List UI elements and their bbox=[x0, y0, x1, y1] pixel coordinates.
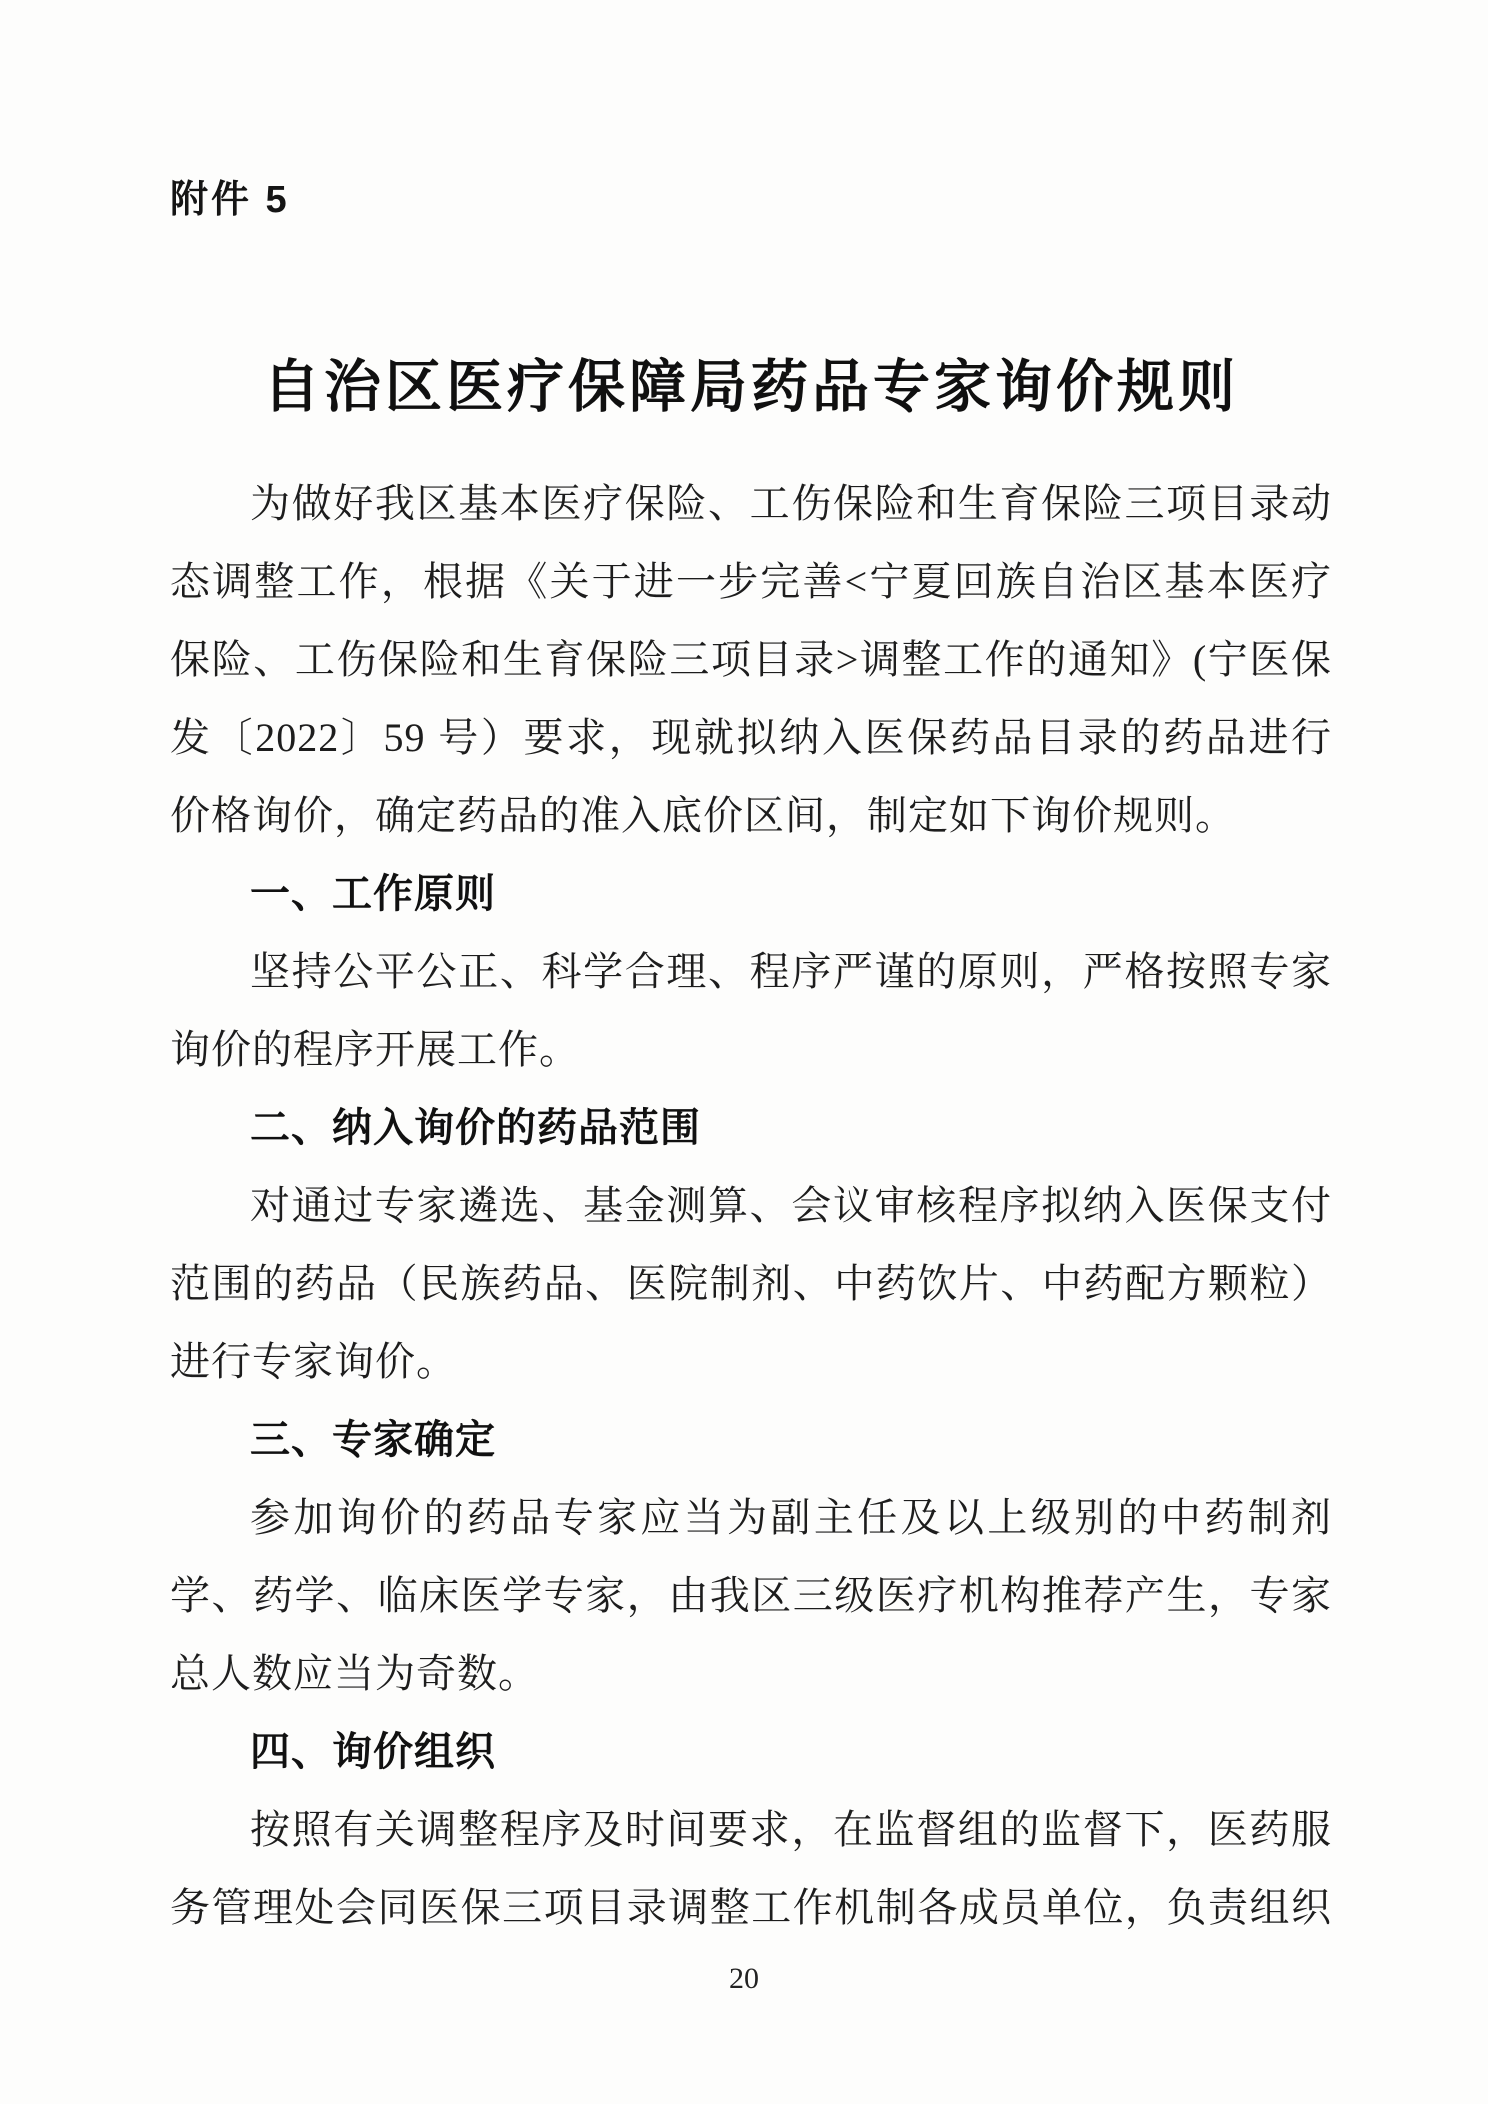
text-line: 价格询价，确定药品的准入底价区间，制定如下询价规则。 bbox=[170, 793, 1236, 838]
document-body bbox=[170, 465, 1332, 1947]
text-line: 态调整工作，根据《关于进一步完善<宁夏回族自治区基本医疗 bbox=[170, 559, 1332, 604]
text-line: 总人数应当为奇数。 bbox=[170, 1651, 539, 1696]
text-line: 进行专家询价。 bbox=[170, 1339, 457, 1384]
text-line: 保险、工伤保险和生育保险三项目录>调整工作的通知》(宁医保 bbox=[170, 637, 1332, 682]
text-line: 对通过专家遴选、基金测算、会议审核程序拟纳入医保支付 bbox=[250, 1183, 1332, 1228]
text-line: 参加询价的药品专家应当为副主任及以上级别的中药制剂 bbox=[250, 1495, 1332, 1540]
text-line: 务管理处会同医保三项目录调整工作机制各成员单位，负责组织 bbox=[170, 1885, 1332, 1930]
page-title: 自治区医疗保障局药品专家询价规则 bbox=[263, 356, 1239, 419]
text-line: 按照有关调整程序及时间要求，在监督组的监督下，医药服 bbox=[250, 1807, 1332, 1852]
section-heading: 四、询价组织 bbox=[250, 1730, 496, 1774]
text-line: 为做好我区基本医疗保险、工伤保险和生育保险三项目录动 bbox=[250, 481, 1332, 526]
text-line: 询价的程序开展工作。 bbox=[170, 1027, 580, 1072]
text-line: 坚持公平公正、科学合理、程序严谨的原则，严格按照专家 bbox=[250, 949, 1332, 994]
page-number: 20 bbox=[729, 1962, 759, 1995]
text-line: 学、药学、临床医学专家，由我区三级医疗机构推荐产生，专家 bbox=[170, 1573, 1332, 1618]
text-line: 发〔2022〕59 号）要求，现就拟纳入医保药品目录的药品进行 bbox=[170, 715, 1332, 760]
text-line: 范围的药品（民族药品、医院制剂、中药饮片、中药配方颗粒） bbox=[170, 1261, 1332, 1306]
section-heading: 一、工作原则 bbox=[250, 872, 496, 916]
attachment-label: 附件 5 bbox=[170, 179, 290, 221]
section-heading: 三、专家确定 bbox=[250, 1418, 496, 1462]
section-heading: 二、纳入询价的药品范围 bbox=[250, 1106, 701, 1150]
